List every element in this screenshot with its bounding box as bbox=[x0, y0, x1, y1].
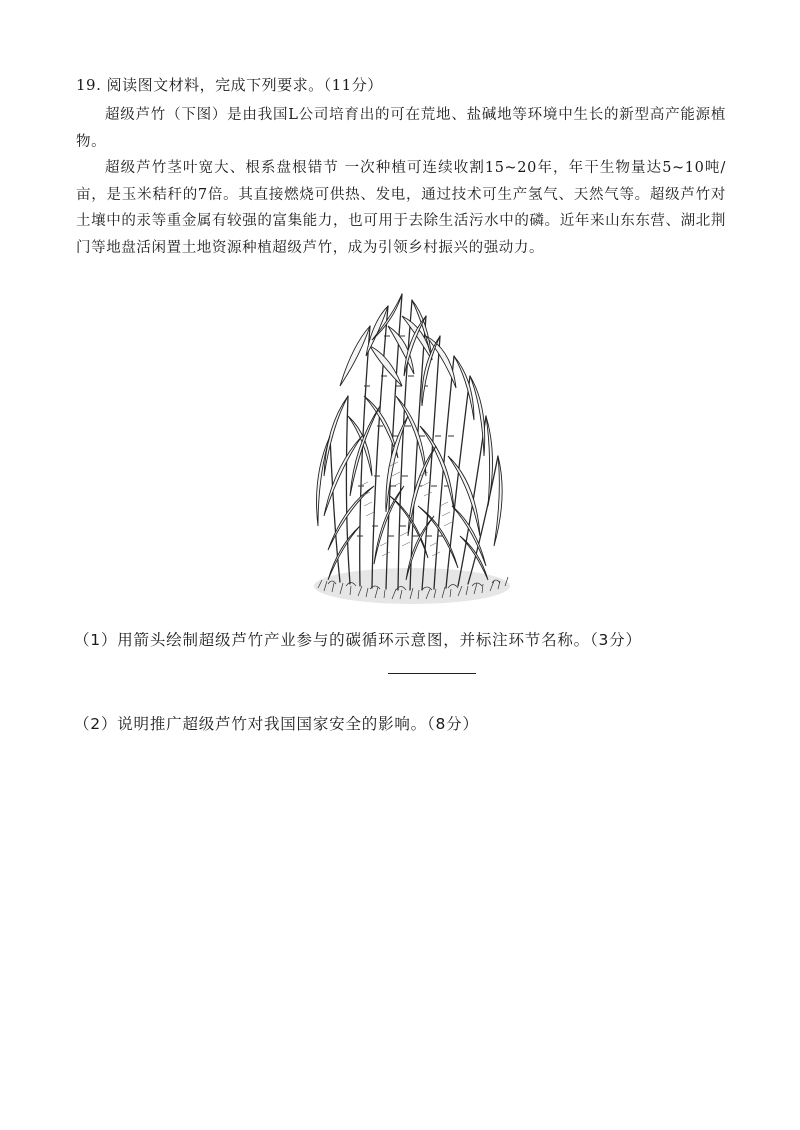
sub-question-1: （1）用箭头绘制超级芦竹产业参与的碳循环示意图，并标注环节名称。（3分） bbox=[74, 631, 642, 649]
material-paragraph-1: 超级芦竹（下图）是由我国L公司培育出的可在荒地、盐碱地等环境中生长的新型高产能源植物。 bbox=[76, 107, 726, 150]
sub-question-2: （2）说明推广超级芦竹对我国国家安全的影响。（8分） bbox=[74, 715, 479, 733]
answer-line bbox=[388, 673, 476, 674]
giant-reed-illustration bbox=[300, 286, 520, 616]
material-paragraph-2: 超级芦竹茎叶宽大、根系盘根错节 一次种植可连续收割15~20年，年干生物量达5~10吨/亩，是玉米秸秆的7倍。其直接燃烧可供热、发电，通过技术可生产氢气、天然气等。超级芦竹对土壤中的汞等重金属有较强的富集能力，也可用于去除生活污水中的磷。近年来山东东营、湖北荆门等地盘活闲置土地资源种植超级芦竹，成为引领乡村振兴的强动力。 bbox=[76, 160, 726, 256]
question-header: 19. 阅读图文材料，完成下列要求。（11分） bbox=[76, 76, 383, 94]
